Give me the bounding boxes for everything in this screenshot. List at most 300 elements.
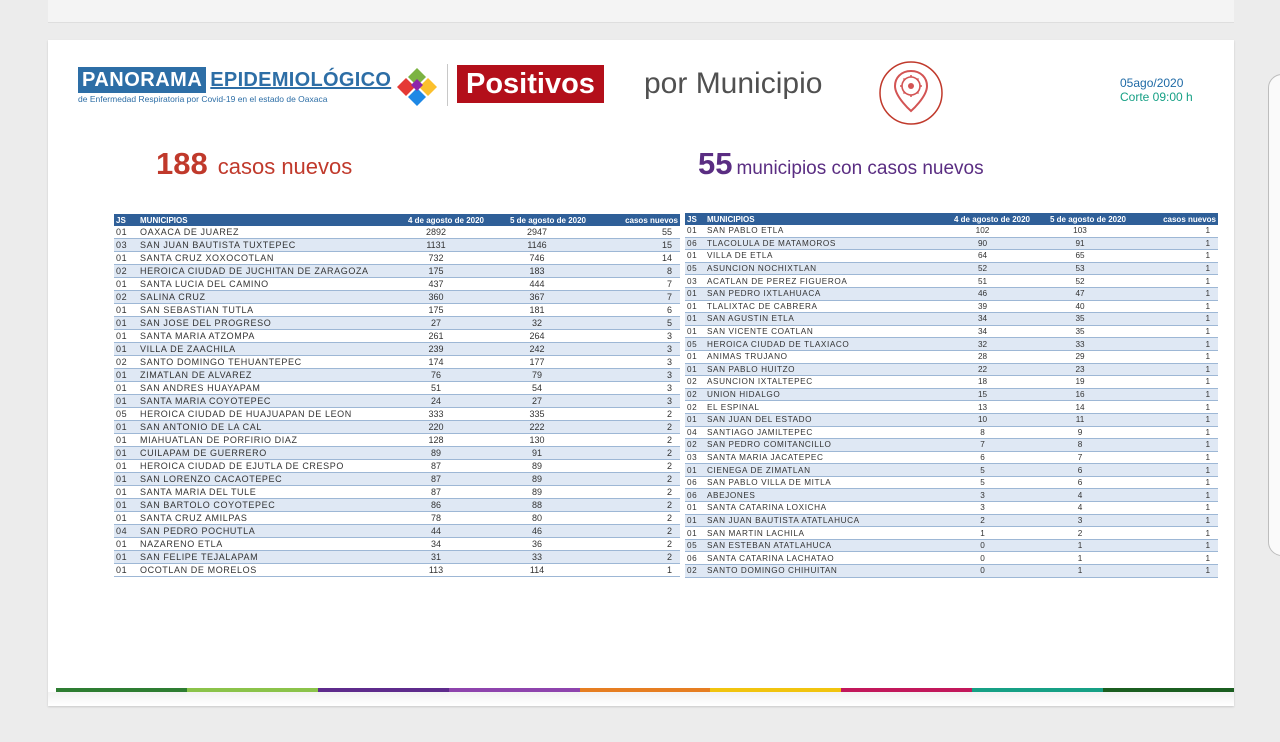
left-municipios-table [114, 214, 680, 577]
cell-4-agosto: 5 [933, 464, 1032, 477]
cell-js: 01 [114, 551, 138, 564]
cell-municipio: ZIMATLAN DE ALVAREZ [138, 369, 386, 382]
cell-casos-nuevos: 1 [588, 564, 680, 577]
cell-4-agosto: 51 [933, 275, 1032, 288]
cell-4-agosto: 44 [386, 525, 486, 538]
cell-casos-nuevos: 1 [1128, 413, 1218, 426]
cell-municipio: SANTA CRUZ AMILPAS [138, 512, 386, 525]
cell-municipio: VILLA DE ZAACHILA [138, 343, 386, 356]
cell-5-agosto: 33 [1032, 338, 1128, 351]
cell-js: 01 [685, 287, 705, 300]
cell-js: 01 [685, 363, 705, 376]
logo-subtitle: de Enfermedad Respiratoria por Covid-19 en el estado de Oaxaca [78, 94, 328, 104]
cell-js: 01 [685, 502, 705, 515]
table-row [114, 369, 680, 382]
cell-municipio: CUILAPAM DE GUERRERO [138, 447, 386, 460]
cell-5-agosto: 746 [486, 252, 588, 265]
cell-5-agosto: 1 [1032, 565, 1128, 578]
cell-4-agosto: 2 [933, 514, 1032, 527]
virus-location-pin-icon [877, 59, 945, 127]
cell-4-agosto: 18 [933, 376, 1032, 389]
cell-5-agosto: 27 [486, 395, 588, 408]
cell-js: 01 [114, 395, 138, 408]
table-row [114, 304, 680, 317]
cell-4-agosto: 22 [933, 363, 1032, 376]
cell-5-agosto: 79 [486, 369, 588, 382]
cell-casos-nuevos: 1 [1128, 363, 1218, 376]
cell-5-agosto: 4 [1032, 502, 1128, 515]
table-row [685, 237, 1218, 250]
cell-casos-nuevos: 1 [1128, 275, 1218, 288]
cell-5-agosto: 89 [486, 473, 588, 486]
table-header-row [114, 214, 680, 226]
cell-5-agosto: 91 [486, 447, 588, 460]
cell-casos-nuevos: 1 [1128, 514, 1218, 527]
cell-5-agosto: 89 [486, 460, 588, 473]
table-row [685, 300, 1218, 313]
cell-5-agosto: 8 [1032, 439, 1128, 452]
casos-nuevos-number: 188 [156, 146, 208, 181]
cell-casos-nuevos: 2 [588, 434, 680, 447]
cell-4-agosto: 87 [386, 486, 486, 499]
table-row [114, 382, 680, 395]
cell-5-agosto: 1 [1032, 552, 1128, 565]
cell-4-agosto: 34 [933, 313, 1032, 326]
cell-casos-nuevos: 7 [588, 291, 680, 304]
table-row [685, 464, 1218, 477]
cell-4-agosto: 333 [386, 408, 486, 421]
cell-5-agosto: 444 [486, 278, 588, 291]
table-row [114, 395, 680, 408]
cell-4-agosto: 3 [933, 502, 1032, 515]
cell-4-agosto: 2892 [386, 226, 486, 239]
table-row [685, 225, 1218, 237]
cell-5-agosto: 11 [1032, 413, 1128, 426]
cell-js: 01 [114, 330, 138, 343]
table-row [685, 489, 1218, 502]
cell-casos-nuevos: 1 [1128, 565, 1218, 578]
cell-municipio: SANTIAGO JAMILTEPEC [705, 426, 933, 439]
cell-casos-nuevos: 1 [1128, 552, 1218, 565]
cell-municipio: UNION HIDALGO [705, 388, 933, 401]
table-header-row [685, 213, 1218, 225]
cell-casos-nuevos: 1 [1128, 313, 1218, 326]
cell-4-agosto: 31 [386, 551, 486, 564]
cell-casos-nuevos: 14 [588, 252, 680, 265]
table-row [685, 388, 1218, 401]
cell-5-agosto: 6 [1032, 464, 1128, 477]
cell-js: 01 [114, 447, 138, 460]
table-row [114, 343, 680, 356]
cell-js: 01 [685, 313, 705, 326]
cell-4-agosto: 261 [386, 330, 486, 343]
cell-js: 01 [685, 350, 705, 363]
cell-js: 02 [114, 265, 138, 278]
table-row [114, 473, 680, 486]
cell-5-agosto: 335 [486, 408, 588, 421]
table-row [114, 460, 680, 473]
col-js: JS [685, 213, 705, 225]
cell-4-agosto: 87 [386, 460, 486, 473]
cell-5-agosto: 181 [486, 304, 588, 317]
cell-js: 01 [685, 514, 705, 527]
cell-4-agosto: 64 [933, 250, 1032, 263]
cell-5-agosto: 29 [1032, 350, 1128, 363]
logo-panorama: PANORAMA [78, 67, 206, 93]
table-row [114, 317, 680, 330]
table-row [114, 278, 680, 291]
cell-municipio: SANTA LUCIA DEL CAMINO [138, 278, 386, 291]
cell-municipio: ASUNCION NOCHIXTLAN [705, 262, 933, 275]
cell-4-agosto: 113 [386, 564, 486, 577]
cell-casos-nuevos: 1 [1128, 451, 1218, 464]
table-row [114, 525, 680, 538]
cell-municipio: HEROICA CIUDAD DE EJUTLA DE CRESPO [138, 460, 386, 473]
cell-5-agosto: 14 [1032, 401, 1128, 414]
cell-5-agosto: 91 [1032, 237, 1128, 250]
cell-4-agosto: 78 [386, 512, 486, 525]
cell-js: 03 [685, 275, 705, 288]
table-row [114, 499, 680, 512]
cell-4-agosto: 220 [386, 421, 486, 434]
municipios-text: municipios con casos nuevos [736, 158, 984, 179]
cell-municipio: SAN JUAN DEL ESTADO [705, 413, 933, 426]
cell-municipio: SANTA CATARINA LOXICHA [705, 502, 933, 515]
cutoff-time: Corte 09:00 h [1120, 90, 1193, 104]
cell-5-agosto: 33 [486, 551, 588, 564]
cell-4-agosto: 360 [386, 291, 486, 304]
cell-casos-nuevos: 2 [588, 512, 680, 525]
cell-casos-nuevos: 2 [588, 473, 680, 486]
cell-casos-nuevos: 1 [1128, 338, 1218, 351]
cell-5-agosto: 23 [1032, 363, 1128, 376]
cell-casos-nuevos: 1 [1128, 237, 1218, 250]
cell-4-agosto: 1 [933, 527, 1032, 540]
cell-municipio: SALINA CRUZ [138, 291, 386, 304]
logo-epidemiologico: EPIDEMIOLÓGICO [210, 68, 392, 91]
table-row [685, 376, 1218, 389]
cell-4-agosto: 32 [933, 338, 1032, 351]
cell-5-agosto: 2947 [486, 226, 588, 239]
cell-casos-nuevos: 2 [588, 525, 680, 538]
table-row [685, 363, 1218, 376]
cell-js: 04 [685, 426, 705, 439]
cell-4-agosto: 51 [386, 382, 486, 395]
cell-4-agosto: 28 [933, 350, 1032, 363]
cell-4-agosto: 39 [933, 300, 1032, 313]
table-row [685, 287, 1218, 300]
cell-js: 06 [685, 489, 705, 502]
cell-casos-nuevos: 1 [1128, 388, 1218, 401]
cell-municipio: HEROICA CIUDAD DE JUCHITAN DE ZARAGOZA [138, 265, 386, 278]
cell-casos-nuevos: 1 [1128, 502, 1218, 515]
cell-5-agosto: 1 [1032, 539, 1128, 552]
cell-4-agosto: 86 [386, 499, 486, 512]
cell-js: 01 [114, 369, 138, 382]
report-date [1120, 76, 1193, 104]
cell-4-agosto: 34 [386, 538, 486, 551]
cell-js: 06 [685, 476, 705, 489]
table-row [685, 439, 1218, 452]
cell-municipio: SAN PABLO ETLA [705, 225, 933, 237]
cell-5-agosto: 32 [486, 317, 588, 330]
cell-casos-nuevos: 15 [588, 239, 680, 252]
table-row [685, 338, 1218, 351]
date-value: 05ago/2020 [1120, 76, 1184, 90]
table-row [114, 564, 680, 577]
table-row [114, 330, 680, 343]
cell-js: 01 [114, 304, 138, 317]
cell-4-agosto: 3 [933, 489, 1032, 502]
cell-casos-nuevos: 2 [588, 447, 680, 460]
cell-municipio: ACATLAN DE PEREZ FIGUEROA [705, 275, 933, 288]
cell-municipio: HEROICA CIUDAD DE TLAXIACO [705, 338, 933, 351]
cell-4-agosto: 46 [933, 287, 1032, 300]
cell-5-agosto: 1146 [486, 239, 588, 252]
cell-5-agosto: 114 [486, 564, 588, 577]
cell-js: 01 [114, 512, 138, 525]
cell-municipio: SANTA MARIA ATZOMPA [138, 330, 386, 343]
cell-municipio: CIENEGA DE ZIMATLAN [705, 464, 933, 477]
cell-4-agosto: 732 [386, 252, 486, 265]
cell-js: 05 [685, 539, 705, 552]
cell-casos-nuevos: 3 [588, 395, 680, 408]
cell-municipio: SANTO DOMINGO TEHUANTEPEC [138, 356, 386, 369]
cell-5-agosto: 103 [1032, 225, 1128, 237]
table-row [114, 538, 680, 551]
cell-municipio: SANTA CRUZ XOXOCOTLAN [138, 252, 386, 265]
cell-5-agosto: 177 [486, 356, 588, 369]
cell-casos-nuevos: 6 [588, 304, 680, 317]
table-row [685, 250, 1218, 263]
cell-casos-nuevos: 2 [588, 421, 680, 434]
cell-4-agosto: 90 [933, 237, 1032, 250]
cell-js: 05 [114, 408, 138, 421]
cell-js: 01 [114, 343, 138, 356]
cell-4-agosto: 10 [933, 413, 1032, 426]
cell-5-agosto: 36 [486, 538, 588, 551]
cell-municipio: EL ESPINAL [705, 401, 933, 414]
cell-5-agosto: 9 [1032, 426, 1128, 439]
cell-js: 06 [685, 237, 705, 250]
cell-municipio: SANTA CATARINA LACHATAO [705, 552, 933, 565]
table-row [685, 565, 1218, 578]
cell-municipio: SAN PABLO VILLA DE MITLA [705, 476, 933, 489]
table-row [114, 265, 680, 278]
diamond-mosaic-icon [393, 66, 441, 110]
cell-4-agosto: 7 [933, 439, 1032, 452]
cell-js: 02 [114, 291, 138, 304]
cell-municipio: SAN PABLO HUITZO [705, 363, 933, 376]
cell-municipio: MIAHUATLAN DE PORFIRIO DIAZ [138, 434, 386, 447]
cell-js: 01 [685, 325, 705, 338]
cell-municipio: TLACOLULA DE MATAMOROS [705, 237, 933, 250]
table-row [685, 325, 1218, 338]
cell-municipio: TLALIXTAC DE CABRERA [705, 300, 933, 313]
cell-js: 01 [114, 499, 138, 512]
cell-js: 02 [685, 376, 705, 389]
cell-casos-nuevos: 3 [588, 343, 680, 356]
side-panel [1268, 74, 1280, 556]
cell-municipio: SANTA MARIA COYOTEPEC [138, 395, 386, 408]
cell-casos-nuevos: 2 [588, 499, 680, 512]
table-row [114, 239, 680, 252]
right-municipios-table [685, 213, 1218, 578]
cell-js: 01 [114, 278, 138, 291]
cell-municipio: SAN ANDRES HUAYAPAM [138, 382, 386, 395]
cell-casos-nuevos: 1 [1128, 287, 1218, 300]
cell-casos-nuevos: 1 [1128, 300, 1218, 313]
table-row [685, 313, 1218, 326]
col-casos-nuevos: casos nuevos [1128, 213, 1218, 225]
cell-casos-nuevos: 1 [1128, 262, 1218, 275]
cell-casos-nuevos: 1 [1128, 426, 1218, 439]
cell-5-agosto: 264 [486, 330, 588, 343]
cell-casos-nuevos: 2 [588, 408, 680, 421]
cell-5-agosto: 2 [1032, 527, 1128, 540]
cell-js: 05 [685, 262, 705, 275]
table-row [114, 421, 680, 434]
cell-4-agosto: 87 [386, 473, 486, 486]
cell-casos-nuevos: 1 [1128, 464, 1218, 477]
table-row [114, 512, 680, 525]
table-row [114, 291, 680, 304]
casos-nuevos-stat [156, 146, 352, 182]
table-row [685, 502, 1218, 515]
cell-js: 01 [114, 382, 138, 395]
cell-5-agosto: 80 [486, 512, 588, 525]
cell-municipio: SAN PEDRO COMITANCILLO [705, 439, 933, 452]
cell-5-agosto: 89 [486, 486, 588, 499]
cell-5-agosto: 242 [486, 343, 588, 356]
cell-4-agosto: 0 [933, 565, 1032, 578]
cell-municipio: VILLA DE ETLA [705, 250, 933, 263]
cell-casos-nuevos: 1 [1128, 325, 1218, 338]
cell-5-agosto: 35 [1032, 325, 1128, 338]
col-4-agosto: 4 de agosto de 2020 [933, 213, 1032, 225]
cell-4-agosto: 27 [386, 317, 486, 330]
cell-casos-nuevos: 3 [588, 369, 680, 382]
col-municipios: MUNICIPIOS [138, 214, 386, 226]
cell-casos-nuevos: 2 [588, 460, 680, 473]
cell-5-agosto: 53 [1032, 262, 1128, 275]
cell-municipio: OAXACA DE JUAREZ [138, 226, 386, 239]
cell-5-agosto: 52 [1032, 275, 1128, 288]
por-municipio-label: por Municipio [644, 67, 823, 100]
cell-municipio: SAN VICENTE COATLAN [705, 325, 933, 338]
cell-js: 01 [114, 434, 138, 447]
cell-js: 03 [685, 451, 705, 464]
cell-casos-nuevos: 2 [588, 538, 680, 551]
cell-5-agosto: 7 [1032, 451, 1128, 464]
cell-5-agosto: 88 [486, 499, 588, 512]
cell-4-agosto: 175 [386, 265, 486, 278]
cell-js: 01 [114, 421, 138, 434]
cell-casos-nuevos: 3 [588, 382, 680, 395]
cell-casos-nuevos: 3 [588, 330, 680, 343]
cell-municipio: HEROICA CIUDAD DE HUAJUAPAN DE LEON [138, 408, 386, 421]
cell-municipio: ABEJONES [705, 489, 933, 502]
cell-5-agosto: 4 [1032, 489, 1128, 502]
cell-5-agosto: 54 [486, 382, 588, 395]
positivos-label: Positivos [457, 65, 604, 103]
cell-municipio: SAN SEBASTIAN TUTLA [138, 304, 386, 317]
cell-js: 01 [685, 527, 705, 540]
cell-5-agosto: 47 [1032, 287, 1128, 300]
cell-municipio: SAN ESTEBAN ATATLAHUCA [705, 539, 933, 552]
cell-municipio: SAN JUAN BAUTISTA TUXTEPEC [138, 239, 386, 252]
cell-4-agosto: 175 [386, 304, 486, 317]
table-row [114, 356, 680, 369]
cell-js: 06 [685, 552, 705, 565]
table-row [685, 476, 1218, 489]
cell-municipio: SAN ANTONIO DE LA CAL [138, 421, 386, 434]
cell-js: 01 [685, 464, 705, 477]
cell-casos-nuevos: 1 [1128, 376, 1218, 389]
cell-js: 05 [685, 338, 705, 351]
cell-4-agosto: 52 [933, 262, 1032, 275]
cell-4-agosto: 174 [386, 356, 486, 369]
cell-5-agosto: 35 [1032, 313, 1128, 326]
cell-5-agosto: 40 [1032, 300, 1128, 313]
cell-casos-nuevos: 2 [588, 551, 680, 564]
cell-js: 01 [685, 300, 705, 313]
table-row [685, 451, 1218, 464]
cell-5-agosto: 183 [486, 265, 588, 278]
cell-municipio: SANTA MARIA DEL TULE [138, 486, 386, 499]
table-row [114, 486, 680, 499]
cell-5-agosto: 6 [1032, 476, 1128, 489]
cell-municipio: SAN FELIPE TEJALAPAM [138, 551, 386, 564]
table-row [685, 527, 1218, 540]
cell-4-agosto: 15 [933, 388, 1032, 401]
cell-casos-nuevos: 55 [588, 226, 680, 239]
cell-4-agosto: 437 [386, 278, 486, 291]
cell-municipio: SAN MARTIN LACHILA [705, 527, 933, 540]
cell-municipio: SANTO DOMINGO CHIHUITAN [705, 565, 933, 578]
cell-casos-nuevos: 5 [588, 317, 680, 330]
cell-4-agosto: 34 [933, 325, 1032, 338]
cell-5-agosto: 130 [486, 434, 588, 447]
cell-4-agosto: 0 [933, 552, 1032, 565]
cell-js: 01 [114, 226, 138, 239]
cell-js: 03 [114, 239, 138, 252]
cell-municipio: SAN AGUSTIN ETLA [705, 313, 933, 326]
cell-5-agosto: 367 [486, 291, 588, 304]
table-row [685, 552, 1218, 565]
cell-municipio: OCOTLAN DE MORELOS [138, 564, 386, 577]
panorama-logo [78, 67, 391, 104]
cell-js: 01 [114, 564, 138, 577]
table-row [685, 539, 1218, 552]
casos-nuevos-text: casos nuevos [217, 154, 353, 179]
cell-4-agosto: 0 [933, 539, 1032, 552]
cell-js: 01 [685, 225, 705, 237]
cell-js: 01 [114, 473, 138, 486]
table-row [114, 447, 680, 460]
col-4-agosto: 4 de agosto de 2020 [386, 214, 486, 226]
cell-5-agosto: 16 [1032, 388, 1128, 401]
cell-casos-nuevos: 1 [1128, 350, 1218, 363]
top-strip [48, 0, 1234, 23]
cell-municipio: SAN LORENZO CACAOTEPEC [138, 473, 386, 486]
cell-4-agosto: 89 [386, 447, 486, 460]
cell-4-agosto: 1131 [386, 239, 486, 252]
cell-js: 04 [114, 525, 138, 538]
cell-casos-nuevos: 1 [1128, 439, 1218, 452]
cell-js: 01 [114, 317, 138, 330]
table-row [114, 408, 680, 421]
